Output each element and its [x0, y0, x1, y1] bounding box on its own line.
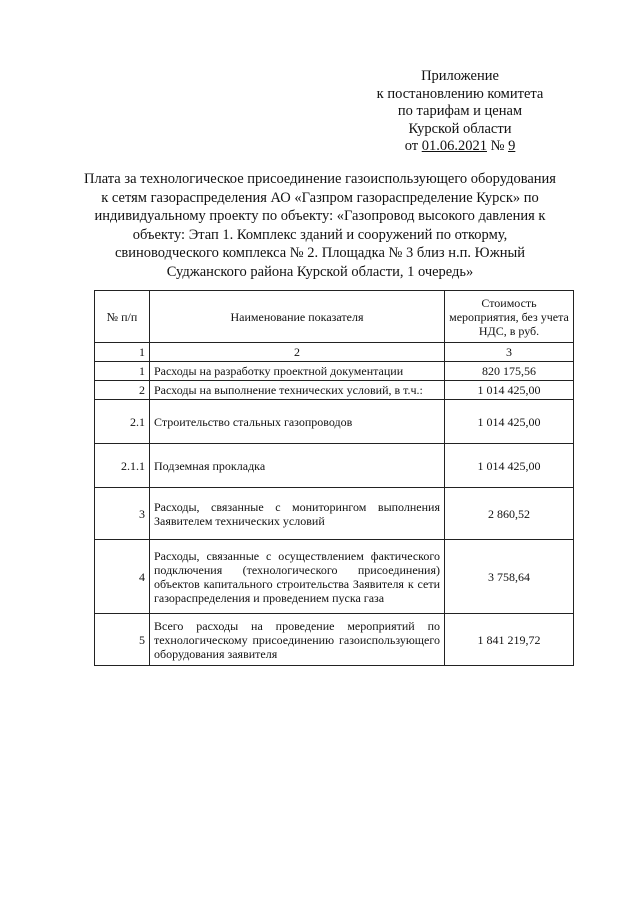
table-row [95, 540, 574, 614]
cost-table [94, 290, 574, 666]
appendix-line-region: Курской области [408, 120, 512, 137]
row-num: 2 [95, 381, 150, 400]
row-name: Расходы на разработку проектной документации [150, 362, 445, 381]
row-name: Строительство стальных газопроводов [150, 400, 445, 444]
date-prefix: от [404, 138, 419, 154]
row-name: Расходы, связанные с осуществлением фактического подключения (технологического присоединения) объектов капитального строительства Заявителя к сети газораспределения и проведением пуска газа [150, 540, 445, 614]
table-row [95, 488, 574, 540]
appendix-block [330, 68, 590, 156]
number-prefix: № [490, 138, 505, 154]
header-cost: Стоимость мероприятия, без учета НДС, в руб. [445, 291, 574, 343]
row-cost: 1 014 425,00 [445, 381, 574, 400]
decree-date: 01.06.2021 [421, 138, 487, 154]
appendix-title: Приложение [421, 68, 499, 84]
appendix-date-line [330, 138, 590, 156]
index-cell: 3 [445, 343, 574, 362]
row-name: Подземная прокладка [150, 444, 445, 488]
header-num: № п/п [95, 291, 150, 343]
table-row [95, 400, 574, 444]
appendix-line-committee: к постановлению комитета [376, 85, 544, 102]
index-cell: 1 [95, 343, 150, 362]
row-cost: 820 175,56 [445, 362, 574, 381]
appendix-line-tariffs: по тарифам и ценам [397, 103, 523, 119]
row-cost: 2 860,52 [445, 488, 574, 540]
table-row [95, 381, 574, 400]
row-num: 2.1 [95, 400, 150, 444]
index-cell: 2 [150, 343, 445, 362]
row-cost: 1 014 425,00 [445, 400, 574, 444]
row-name: Всего расходы на проведение мероприятий по технологическому присоединению газоиспользующего оборудования заявителя [150, 614, 445, 666]
document-heading: Плата за технологическое присоединение газоиспользующего оборудования к сетям газораспределения АО «Газпром газораспределение Курск» по индивидуальному проекту по объекту: «Газопровод высокого давления к объекту: Этап 1. Комплекс зданий и сооружений по откорму, свиноводческого комплекса № 2. Площадка № 3 близ н.п. Южный Суджанского района Курской области, 1 очередь» [84, 171, 556, 280]
row-num: 5 [95, 614, 150, 666]
table-row [95, 362, 574, 381]
row-cost: 3 758,64 [445, 540, 574, 614]
row-name: Расходы, связанные с мониторингом выполнения Заявителем технических условий [150, 488, 445, 540]
table-row [95, 444, 574, 488]
decree-number: 9 [508, 138, 516, 154]
row-cost: 1 014 425,00 [445, 444, 574, 488]
row-cost: 1 841 219,72 [445, 614, 574, 666]
header-name: Наименование показателя [150, 291, 445, 343]
row-num: 1 [95, 362, 150, 381]
row-num: 3 [95, 488, 150, 540]
table-header-row [95, 291, 574, 343]
row-num: 2.1.1 [95, 444, 150, 488]
table-row [95, 614, 574, 666]
row-num: 4 [95, 540, 150, 614]
table-index-row [95, 343, 574, 362]
row-name: Расходы на выполнение технических условий, в т.ч.: [150, 381, 445, 400]
